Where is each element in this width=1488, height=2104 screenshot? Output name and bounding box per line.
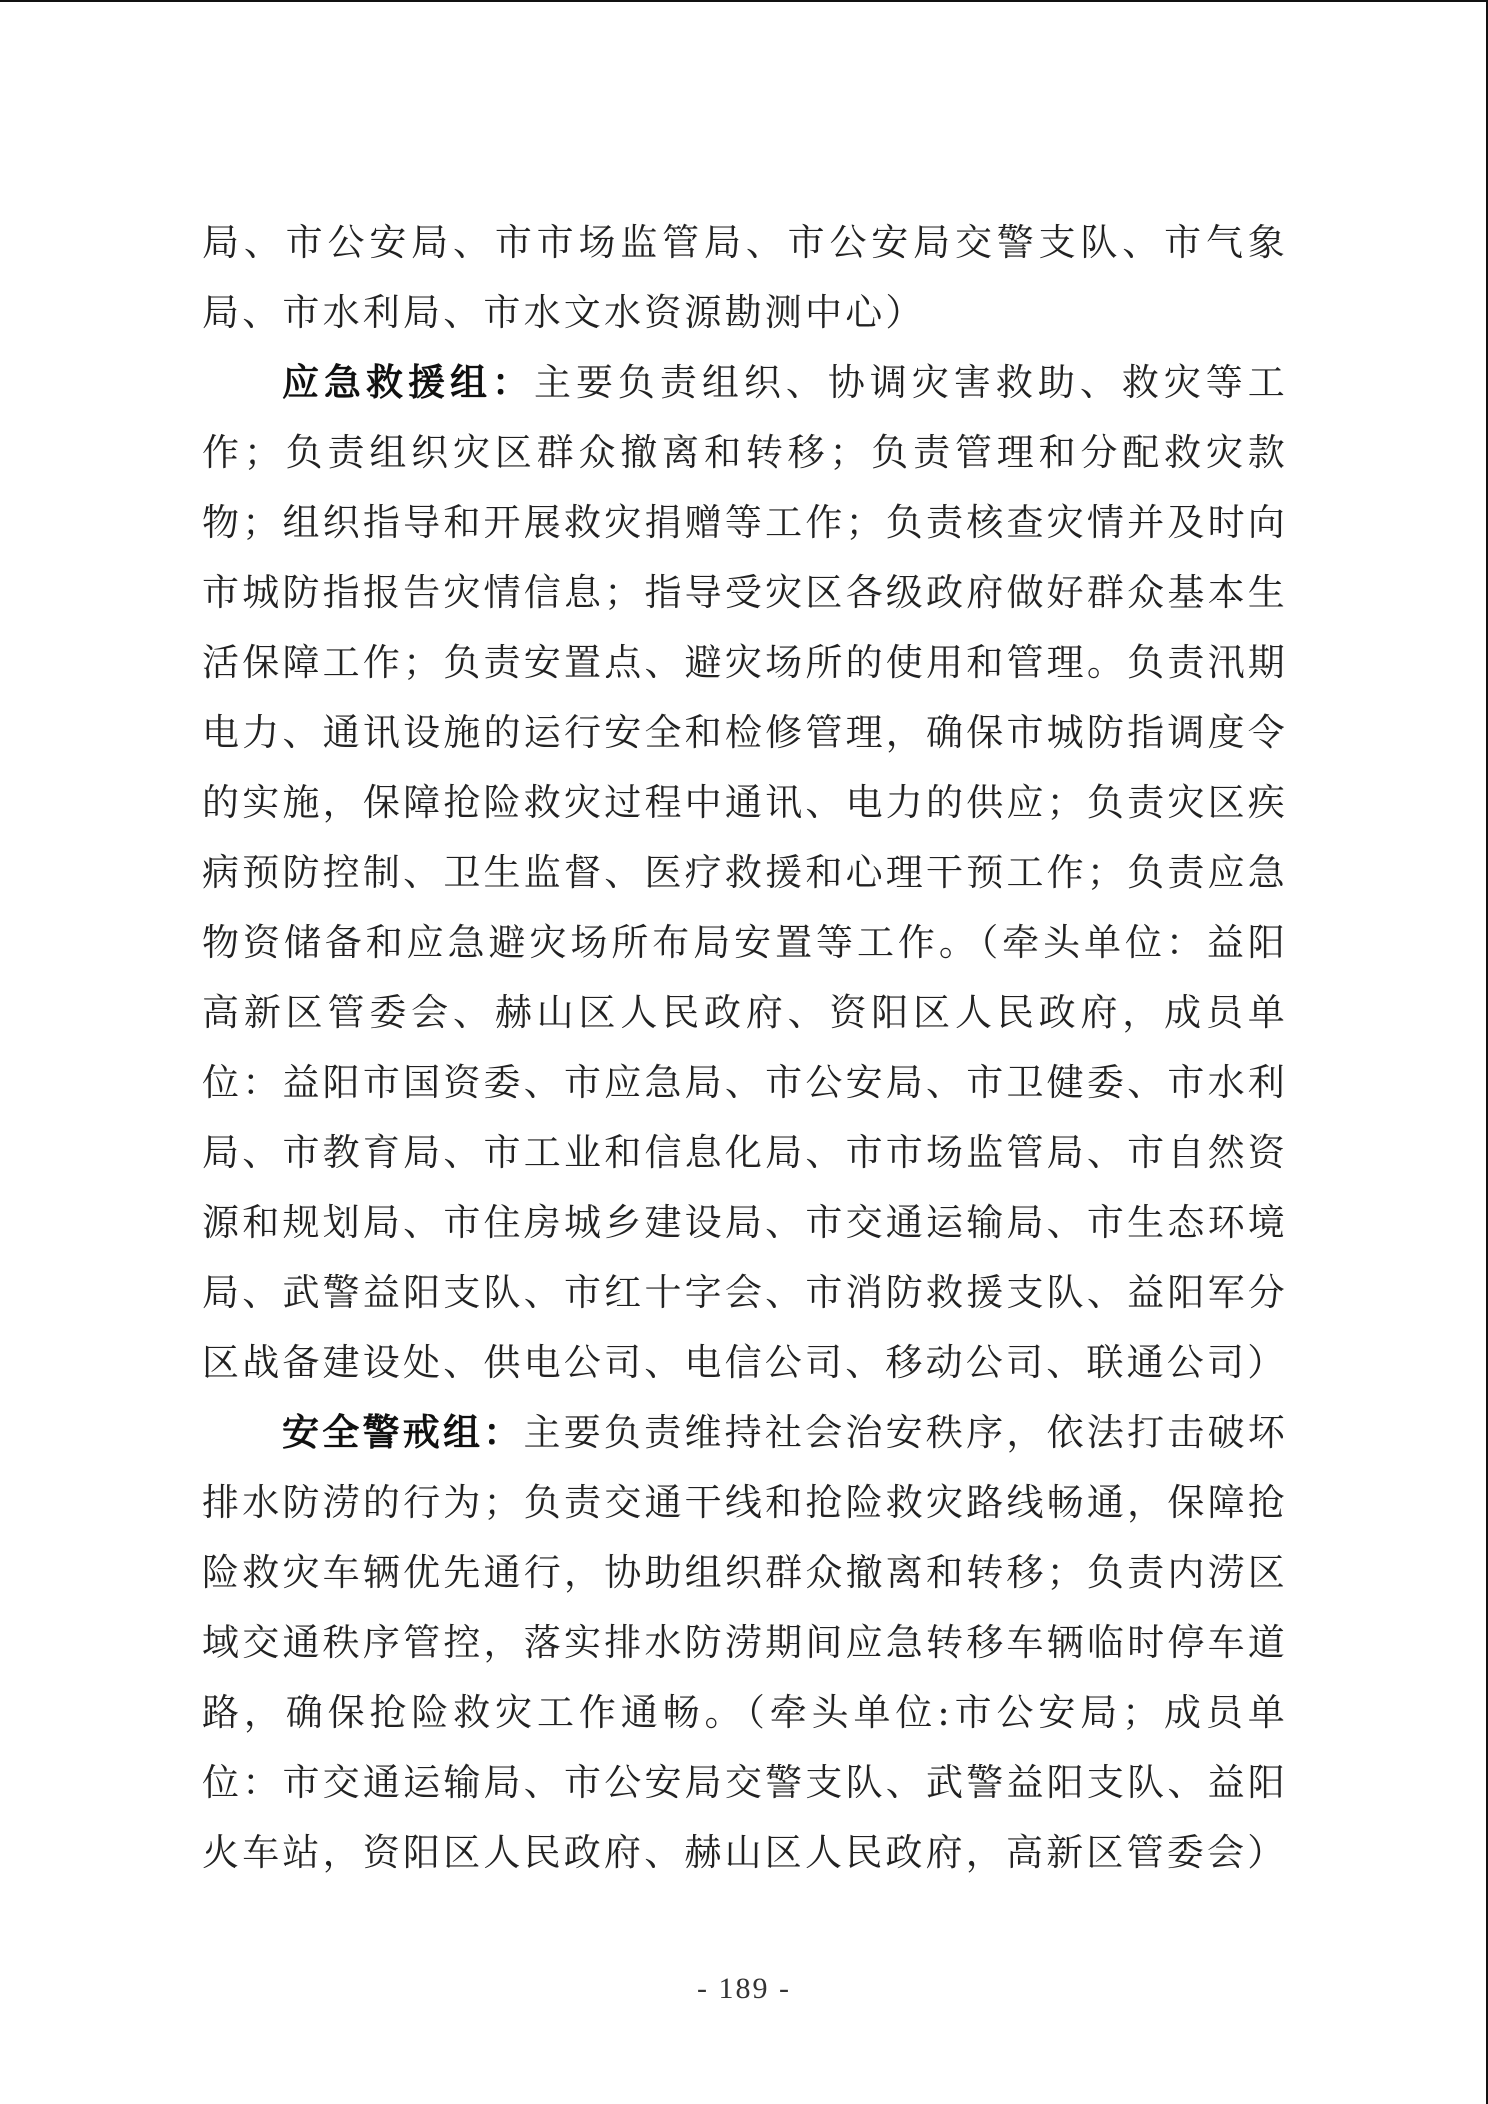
document-body [202,208,1288,1888]
paragraph-emergency-rescue [202,348,1288,1398]
page-number: - 189 - [697,1972,791,2005]
paragraph-text: 主要负责组织、协调灾害救助、救灾等工作；负责组织灾区群众撤离和转移；负责管理和分配救灾款物；组织指导和开展救灾捐赠等工作；负责核查灾情并及时向市城防指报告灾情信息；指导受灾区各级政府做好群众基本生活保障工作；负责安置点、避灾场所的使用和管理。负责汛期电力、通讯设施的运行安全和检修管理，确保市城防指调度令的实施，保障抢险救灾过程中通讯、电力的供应；负责灾区疾病预防控制、卫生监督、医疗救援和心理干预工作；负责应急物资储备和应急避灾场所布局安置等工作。（牵头单位：益阳高新区管委会、赫山区人民政府、资阳区人民政府，成员单位：益阳市国资委、市应急局、市公安局、市卫健委、市水利局、市教育局、市工业和信息化局、市市场监管局、市自然资源和规划局、市住房城乡建设局、市交通运输局、市生态环境局、武警益阳支队、市红十字会、市消防救援支队、益阳军分区战备建设处、供电公司、电信公司、移动公司、联通公司） [202,361,1288,1384]
paragraph-text: 主要负责维持社会治安秩序，依法打击破坏排水防涝的行为；负责交通干线和抢险救灾路线畅通，保障抢险救灾车辆优先通行，协助组织群众撤离和转移；负责内涝区域交通秩序管控，落实排水防涝期间应急转移车辆临时停车道路，确保抢险救灾工作通畅。（牵头单位:市公安局；成员单位：市交通运输局、市公安局交警支队、武警益阳支队、益阳火车站，资阳区人民政府、赫山区人民政府，高新区管委会） [202,1411,1288,1874]
section-heading-emergency-rescue: 应急救援组： [282,361,534,404]
paragraph-continuation [202,208,1288,348]
section-heading-security-guard: 安全警戒组： [282,1411,524,1454]
paragraph-security-guard [202,1398,1288,1888]
paragraph-text: 局、市公安局、市市场监管局、市公安局交警支队、市气象局、市水利局、市水文水资源勘测中心） [202,221,1288,334]
